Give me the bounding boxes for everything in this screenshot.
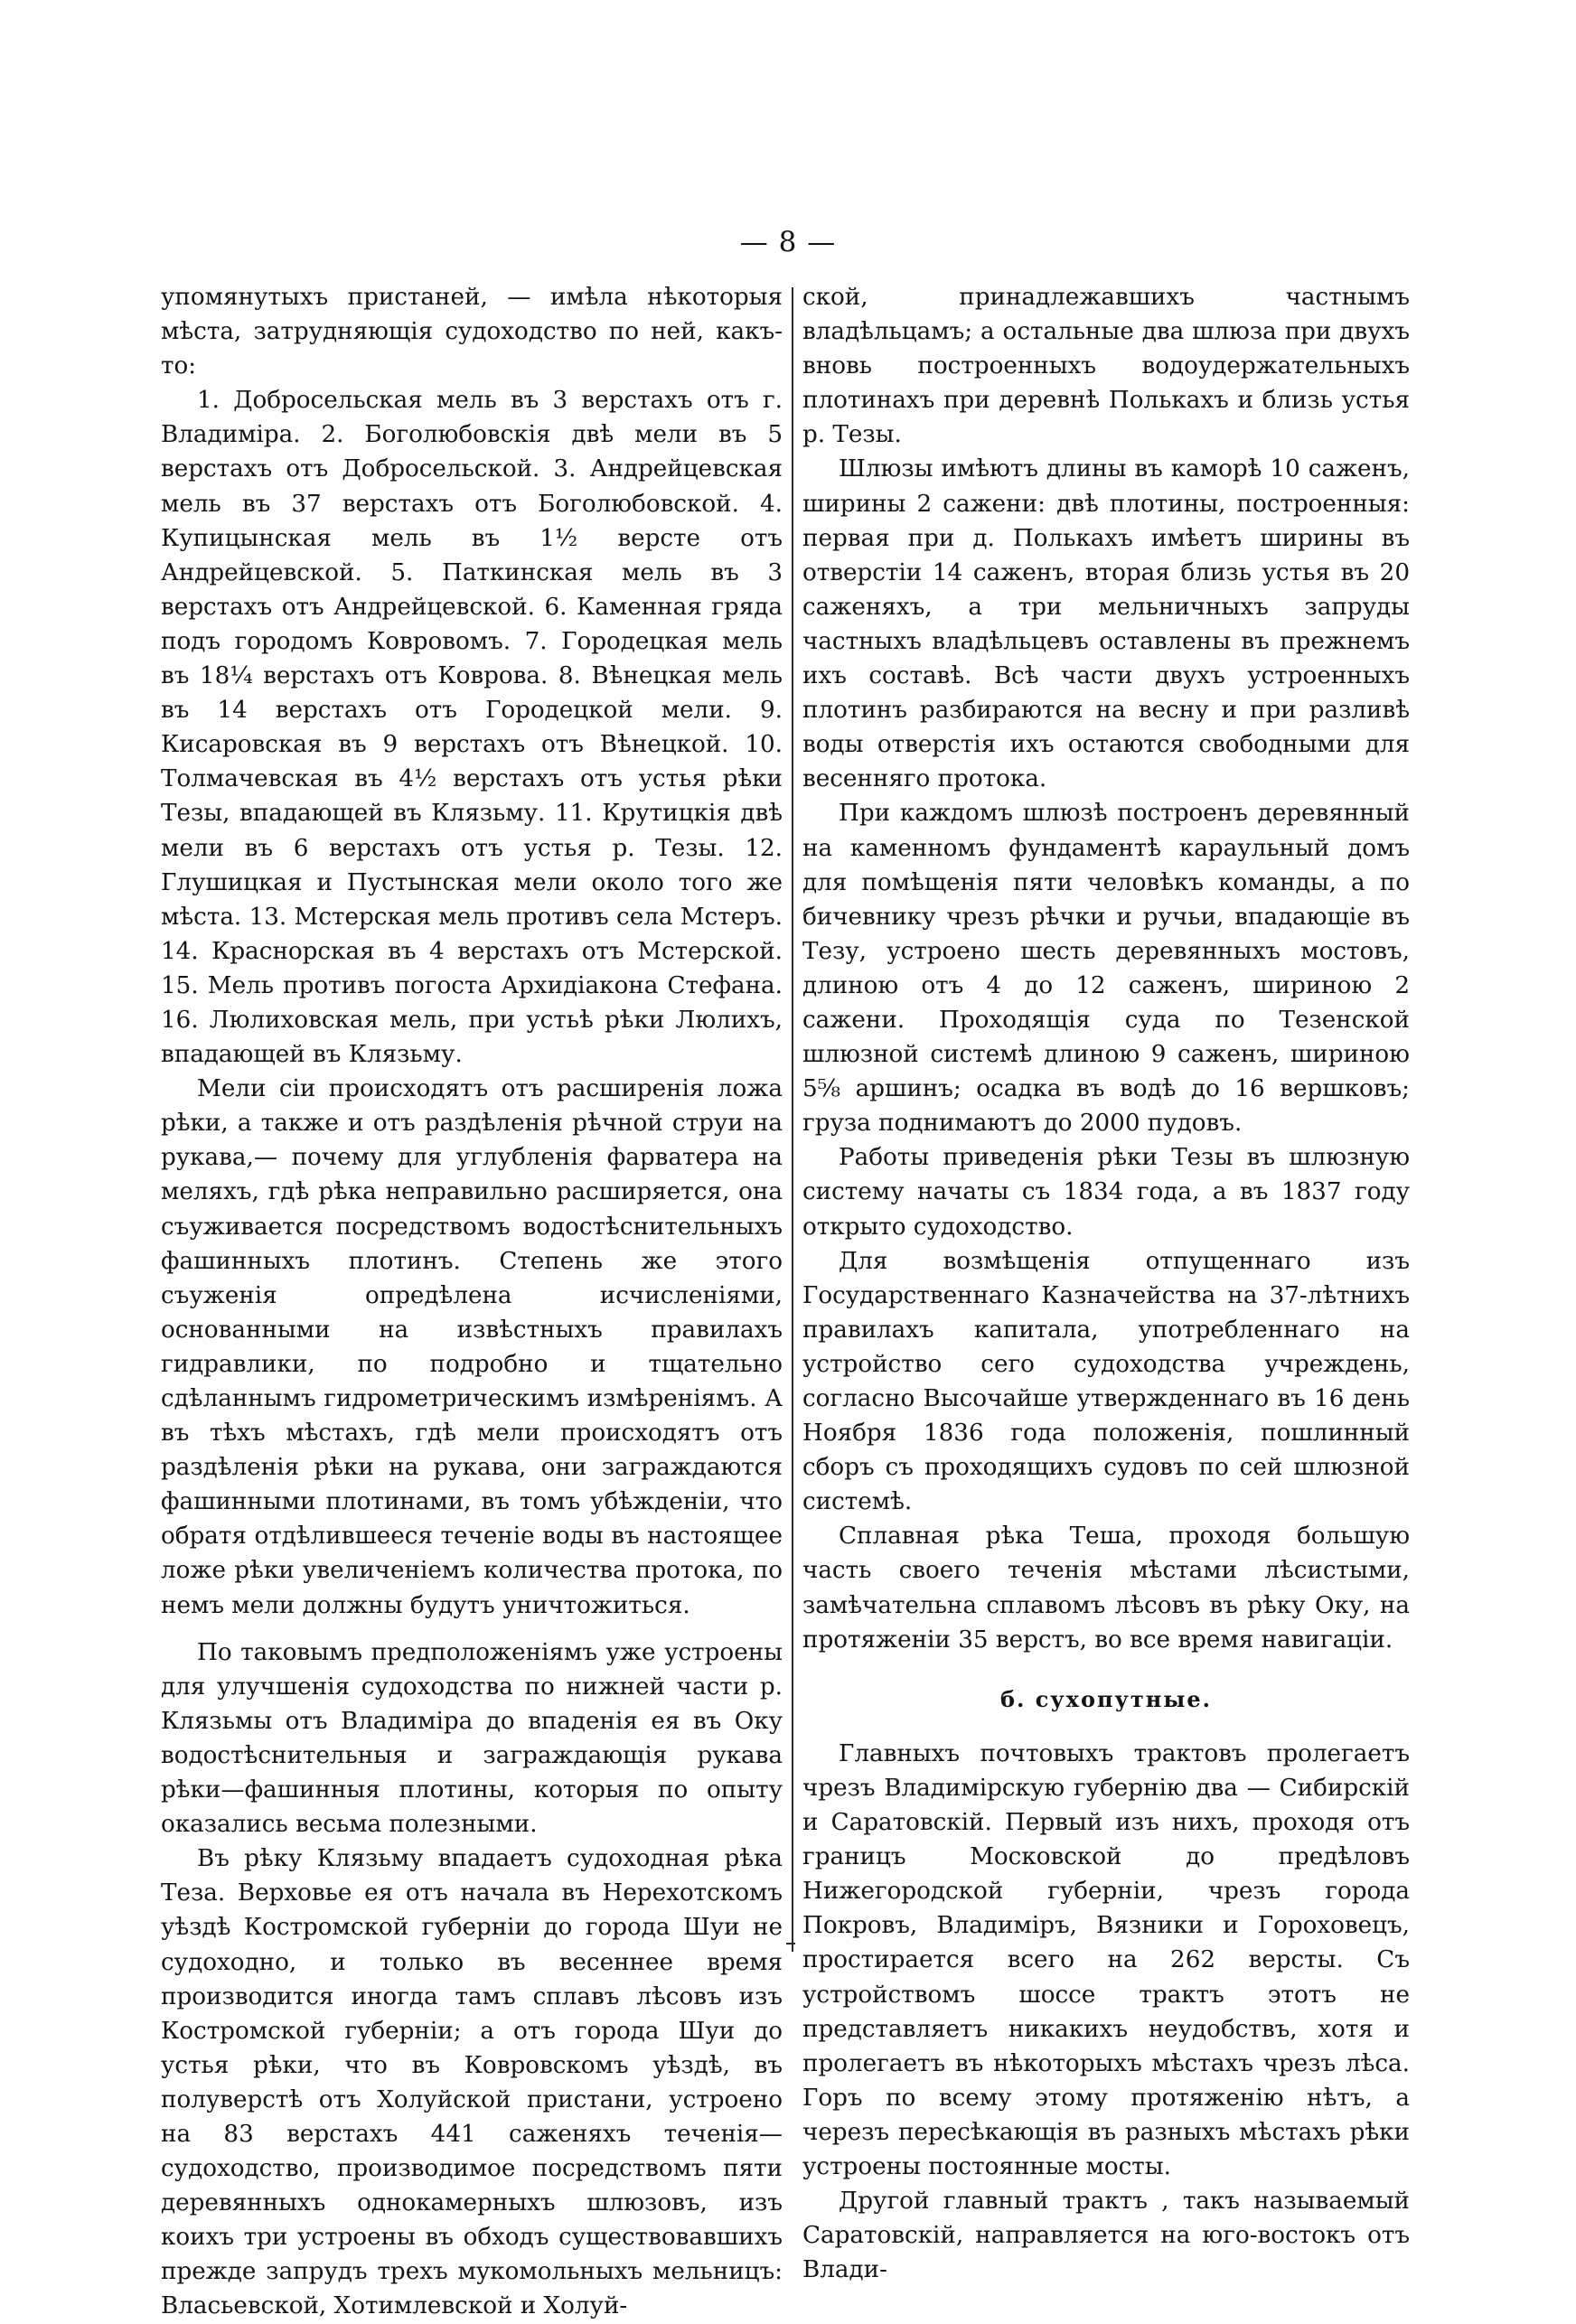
right-column <box>802 280 1410 2287</box>
paragraph: По таковымъ предположеніямъ уже устроены для улучшенія судоходства по нижней части р. Клязьмы отъ Владиміра до впаденія ея въ Оку водостѣснительныя и заграждающія рукава рѣки—фашинныя плотины, которыя по опыту оказались весьма полезными. <box>161 1638 783 1839</box>
section-heading: б. сухопутные. <box>999 1685 1213 1712</box>
column-divider <box>792 287 793 1952</box>
paragraph: Шлюзы имѣютъ длины въ каморѣ 10 саженъ, ширины 2 сажени: двѣ плотины, построенныя: первая при д. Полькахъ имѣетъ ширины въ отверстіи 14 саженъ, вторая близь устья въ 20 саженяхъ, а три мельничныхъ запруды частныхъ владѣльцевъ оставлены въ прежнемъ ихъ составѣ. Всѣ части двухъ устроенныхъ плотинъ разбираются на весну и при разливѣ воды отверстія ихъ остаются свободными для весенняго протока. <box>802 455 1410 793</box>
paragraph: При каждомъ шлюзѣ построенъ деревянный на каменномъ фундаментѣ караульный домъ для помѣщенія пяти человѣкъ команды, а по бичевнику чрезъ рѣчки и ручьи, впадающіе въ Тезу, устроено шесть деревянныхъ мостовъ, длиною отъ 4 до 12 саженъ, шириною 2 сажени. Проходящія суда по Тезенской шлюзной системѣ длиною 9 саженъ, шириною 5⅝ аршинъ; осадка въ водѣ до 16 вершковъ; груза поднимаютъ до 2000 пудовъ. <box>802 800 1410 1138</box>
paragraph: Мели сіи происходятъ отъ расширенія ложа рѣки, а также и отъ раздѣленія рѣчной струи на рукава,— почему для углубленія фарватера на меляхъ, гдѣ рѣка неправильно расширяется, она съуживается посредствомъ водостѣснительныхъ фашинныхъ плотинъ. Степень же этого съуженія опредѣлена исчисленіями, основанными на извѣстныхъ правилахъ гидравлики, по подробно и тщательно сдѣланнымъ гидрометрическимъ измѣреніямъ. А въ тѣхъ мѣстахъ, гдѣ мели происходятъ отъ раздѣленія рѣки на рукава, они заграждаются фашинными плотинами, въ томъ убѣжденіи, что обратя отдѣлившееся теченіе воды въ настоящее ложе рѣки увеличеніемъ количества протока, по немъ мели должны будутъ уничтожиться. <box>161 1075 783 1619</box>
paragraph: Главныхъ почтовыхъ трактовъ пролегаетъ чрезъ Владимірскую губернію два — Сибирскій и Саратовскій. Первый изъ нихъ, проходя отъ границъ Московской до предѣловъ Нижегородской губерніи, чрезъ города Покровъ, Владиміръ, Вязники и Гороховецъ, простирается всего на 262 версты. Съ устройствомъ шоссе трактъ этотъ не представляетъ никакихъ неудобствъ, хотя и пролегаетъ въ нѣкоторыхъ мѣстахъ чрезъ лѣса. Горъ по всему этому протяженію нѣтъ, а черезъ пересѣкающія въ разныхъ мѣстахъ рѣки устроены постоянные мосты. <box>802 1739 1410 2180</box>
paragraph: ской, принадлежавшихъ частнымъ владѣльцамъ; а остальные два шлюза при двухъ вновь построенныхъ водоудержательныхъ плотинахъ при деревнѣ Полькахъ и близь устья р. Тезы. <box>802 284 1410 449</box>
paragraph: Для возмѣщенія отпущеннаго изъ Государственнаго Казначейства на 37-лѣтнихъ правилахъ капитала, употребленнаго на устройство сего судоходства учреждень, согласно Высочайше утвержденнаго въ 16 день Ноября 1836 года положенія, пошлинный сборъ съ проходящихъ судовъ по сей шлюзной системѣ. <box>802 1247 1410 1516</box>
paragraph: Сплавная рѣка Теша, проходя большую часть своего теченія мѣстами лѣсистыми, замѣчательна сплавомъ лѣсовъ въ рѣку Оку, на протяженіи 35 верстъ, во все время навигаціи. <box>802 1523 1410 1654</box>
left-column <box>161 280 783 2324</box>
paragraph: Въ рѣку Клязьму впадаетъ судоходная рѣка Теза. Верховье ея отъ начала въ Нерехотскомъ уѣздѣ Костромской губерніи до города Шуи не судоходно, и только въ весеннее время производится иногда тамъ сплавъ лѣсовъ изъ Костромской губерніи; а отъ города Шуи до устья рѣки, что въ Ковровскомъ уѣздѣ, въ полуверстѣ отъ Холуйской пристани, устроено на 83 верстахъ 441 саженяхъ теченія—судоходство, производимое посредствомъ пяти деревянныхъ однокамерныхъ шлюзовъ, изъ коихъ три устроены въ обходъ существовавшихъ прежде запрудъ трехъ мукомольныхъ мельницъ: Власьевской, Хотимлевской и Холуй- <box>161 1845 783 2320</box>
column-divider-foot <box>786 1943 795 1944</box>
paragraph: упомянутыхъ пристаней, — имѣла нѣкоторыя мѣста, затрудняющія судоходство по ней, какъ-то: <box>161 284 783 380</box>
paragraph: Работы приведенія рѣки Тезы въ шлюзную систему начаты съ 1834 года, а въ 1837 году открыто судоходство. <box>802 1144 1410 1241</box>
paragraph-shoals-list: 1. Добросельская мель въ 3 верстахъ отъ г. Владиміра. 2. Боголюбовскія двѣ мели въ 5 верстахъ отъ Добросельской. 3. Андрейцевская мель въ 37 верстахъ отъ Боголюбовской. 4. Купицынская мель въ 1½ версте отъ Андрейцевской. 5. Паткинская мель въ 3 верстахъ отъ Андрейцевской. 6. Каменная гряда подъ городомъ Ковровомъ. 7. Городецкая мель въ 18¼ верстахъ отъ Коврова. 8. Вѣнецкая мель въ 14 верстахъ отъ Городецкой мели. 9. Кисаровская въ 9 верстахъ отъ Вѣнецкой. 10. Толмачевская въ 4½ верстахъ отъ устья рѣки Тезы, впадающей въ Клязьму. 11. Крутицкія двѣ мели въ 6 верстахъ отъ устья р. Тезы. 12. Глушицкая и Пустынская мели около того же мѣста. 13. Мстерская мель противъ села Мстеръ. 14. Краснорская въ 4 верстахъ отъ Мстерской. 15. Мель противъ погоста Архидіакона Стефана. 16. Люлиховская мель, при устьѣ рѣки Люлихъ, впадающей въ Клязьму. <box>161 387 783 1069</box>
page-number: — 8 — <box>739 226 837 258</box>
paragraph: Другой главный трактъ , такъ называемый Саратовскій, направляется на юго-востокъ отъ Влади- <box>802 2188 1410 2284</box>
